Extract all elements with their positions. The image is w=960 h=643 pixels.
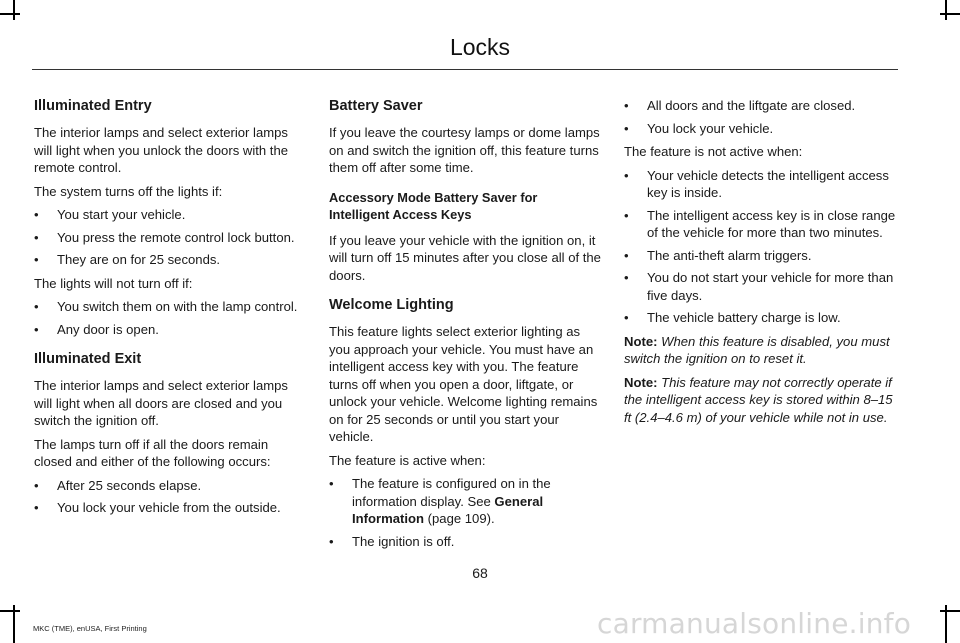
print-info: MKC (TME), enUSA, First Printing	[33, 624, 147, 633]
bullet-list	[34, 298, 306, 338]
list-item-text: They are on for 25 seconds.	[57, 252, 221, 267]
bullet-icon: •	[329, 476, 334, 491]
list-item-text: You start your vehicle.	[57, 207, 186, 222]
paragraph: The lamps turn off if all the doors remain closed and either of the following occurs:	[34, 436, 271, 469]
list-item	[624, 269, 896, 304]
list-item-text: The feature is configured on in the information display. See	[352, 476, 551, 509]
list-item	[34, 477, 306, 495]
list-item	[624, 120, 896, 138]
crop-mark-top-left-h	[0, 13, 20, 15]
paragraph: If you leave your vehicle with the ignition on, it will turn off 15 minutes after you close all of the doors.	[329, 232, 601, 283]
cross-reference-link[interactable]: General Information	[352, 493, 544, 526]
paragraph: This feature lights select exterior lighting as you approach your vehicle. You must have an intelligent access key with you. The feature turns off when you open a door, liftgate, or unlock your vehicle. Welcome lighting remains on for 25 seconds or until you start your vehicle.	[329, 324, 598, 444]
crop-mark-top-right-h	[940, 13, 960, 15]
list-item-text: You press the remote control lock button.	[57, 229, 295, 245]
heading-accessory-mode: Accessory Mode Battery Saver for Intelligent Access Keys	[329, 189, 538, 222]
paragraph: The interior lamps and select exterior lamps will light when you unlock the doors with the remote control.	[34, 125, 289, 175]
list-item-text: After 25 seconds elapse.	[57, 477, 202, 493]
bullet-icon: •	[34, 252, 39, 267]
list-item-text: All doors and the liftgate are closed.	[647, 98, 856, 113]
list-item	[34, 321, 306, 339]
note-label: Note:	[624, 333, 658, 349]
paragraph: The system turns off the lights if:	[34, 183, 223, 199]
list-item	[34, 206, 306, 224]
bullet-icon: •	[34, 477, 39, 493]
note-label: Note:	[624, 374, 658, 390]
heading-welcome-lighting: Welcome Lighting	[329, 297, 454, 313]
watermark: carmanualsonline.info	[597, 607, 912, 640]
bullet-icon: •	[34, 299, 39, 314]
list-item	[34, 298, 306, 316]
paragraph: The feature is not active when:	[624, 144, 803, 159]
paragraph: If you leave the courtesy lamps or dome lamps on and switch the ignition off, this feature turns them off after some time.	[329, 125, 600, 175]
header-divider	[32, 69, 898, 70]
paragraph: The feature is active when:	[329, 452, 486, 468]
list-item	[329, 475, 601, 528]
note-2	[624, 374, 896, 427]
bullet-list	[34, 477, 306, 517]
bullet-icon: •	[624, 98, 629, 113]
note-1	[624, 333, 896, 368]
heading-battery-saver: Battery Saver	[329, 98, 423, 114]
bullet-icon: •	[34, 321, 39, 337]
column-1	[34, 97, 306, 523]
bullet-list	[624, 97, 896, 137]
list-item	[624, 97, 896, 115]
list-item	[34, 229, 306, 247]
column-3	[624, 97, 896, 432]
list-item-text: The anti-theft alarm triggers.	[647, 247, 812, 263]
list-item-text: Any door is open.	[57, 321, 159, 337]
list-item-text: The vehicle battery charge is low.	[647, 310, 841, 325]
bullet-icon: •	[34, 229, 39, 245]
list-item-text: The ignition is off.	[352, 533, 455, 549]
crop-mark-top-left-v	[13, 0, 15, 20]
column-2	[329, 97, 601, 556]
note-text: This feature may not correctly operate if the intelligent access key is stored within 8–15 ft (2.4–4.6 m) of your vehicle while not in use.	[624, 374, 893, 425]
list-item	[34, 499, 306, 517]
heading-illuminated-exit: Illuminated Exit	[34, 351, 142, 367]
page-number: 68	[472, 565, 488, 581]
list-item-text: You do not start your vehicle for more than five days.	[647, 270, 894, 303]
crop-mark-top-right-v	[945, 0, 947, 20]
page-title: Locks	[449, 34, 511, 60]
bullet-icon: •	[624, 270, 629, 285]
list-item-text: You switch them on with the lamp control.	[57, 299, 298, 314]
list-item-text: The intelligent access key is in close range of the vehicle for more than two minutes.	[647, 207, 896, 240]
list-item-text: You lock your vehicle from the outside.	[57, 500, 281, 515]
bullet-icon: •	[624, 167, 629, 183]
bullet-icon: •	[624, 120, 629, 136]
list-item	[624, 167, 896, 202]
bullet-list	[34, 206, 306, 269]
list-item	[624, 207, 896, 242]
bullet-list	[329, 475, 601, 550]
heading-illuminated-entry: Illuminated Entry	[34, 98, 152, 114]
crop-mark-bottom-left-h	[0, 610, 20, 612]
crop-mark-bottom-right-h	[940, 610, 960, 612]
list-item	[624, 309, 896, 327]
bullet-icon: •	[329, 533, 334, 549]
paragraph: The lights will not turn off if:	[34, 275, 193, 291]
page-reference: (page 109).	[424, 511, 495, 526]
bullet-icon: •	[34, 500, 39, 515]
bullet-icon: •	[624, 310, 629, 325]
list-item	[329, 533, 601, 551]
bullet-icon: •	[624, 247, 629, 263]
bullet-icon: •	[624, 207, 629, 223]
list-item	[34, 251, 306, 269]
list-item	[624, 247, 896, 265]
note-text: When this feature is disabled, you must switch the ignition on to reset it.	[624, 333, 890, 366]
bullet-icon: •	[34, 207, 39, 222]
bullet-list	[624, 167, 896, 327]
list-item-text: Your vehicle detects the intelligent access key is inside.	[647, 167, 889, 200]
list-item-text: You lock your vehicle.	[647, 120, 774, 136]
paragraph: The interior lamps and select exterior lamps will light when all doors are closed and you switch the ignition off.	[34, 378, 288, 428]
